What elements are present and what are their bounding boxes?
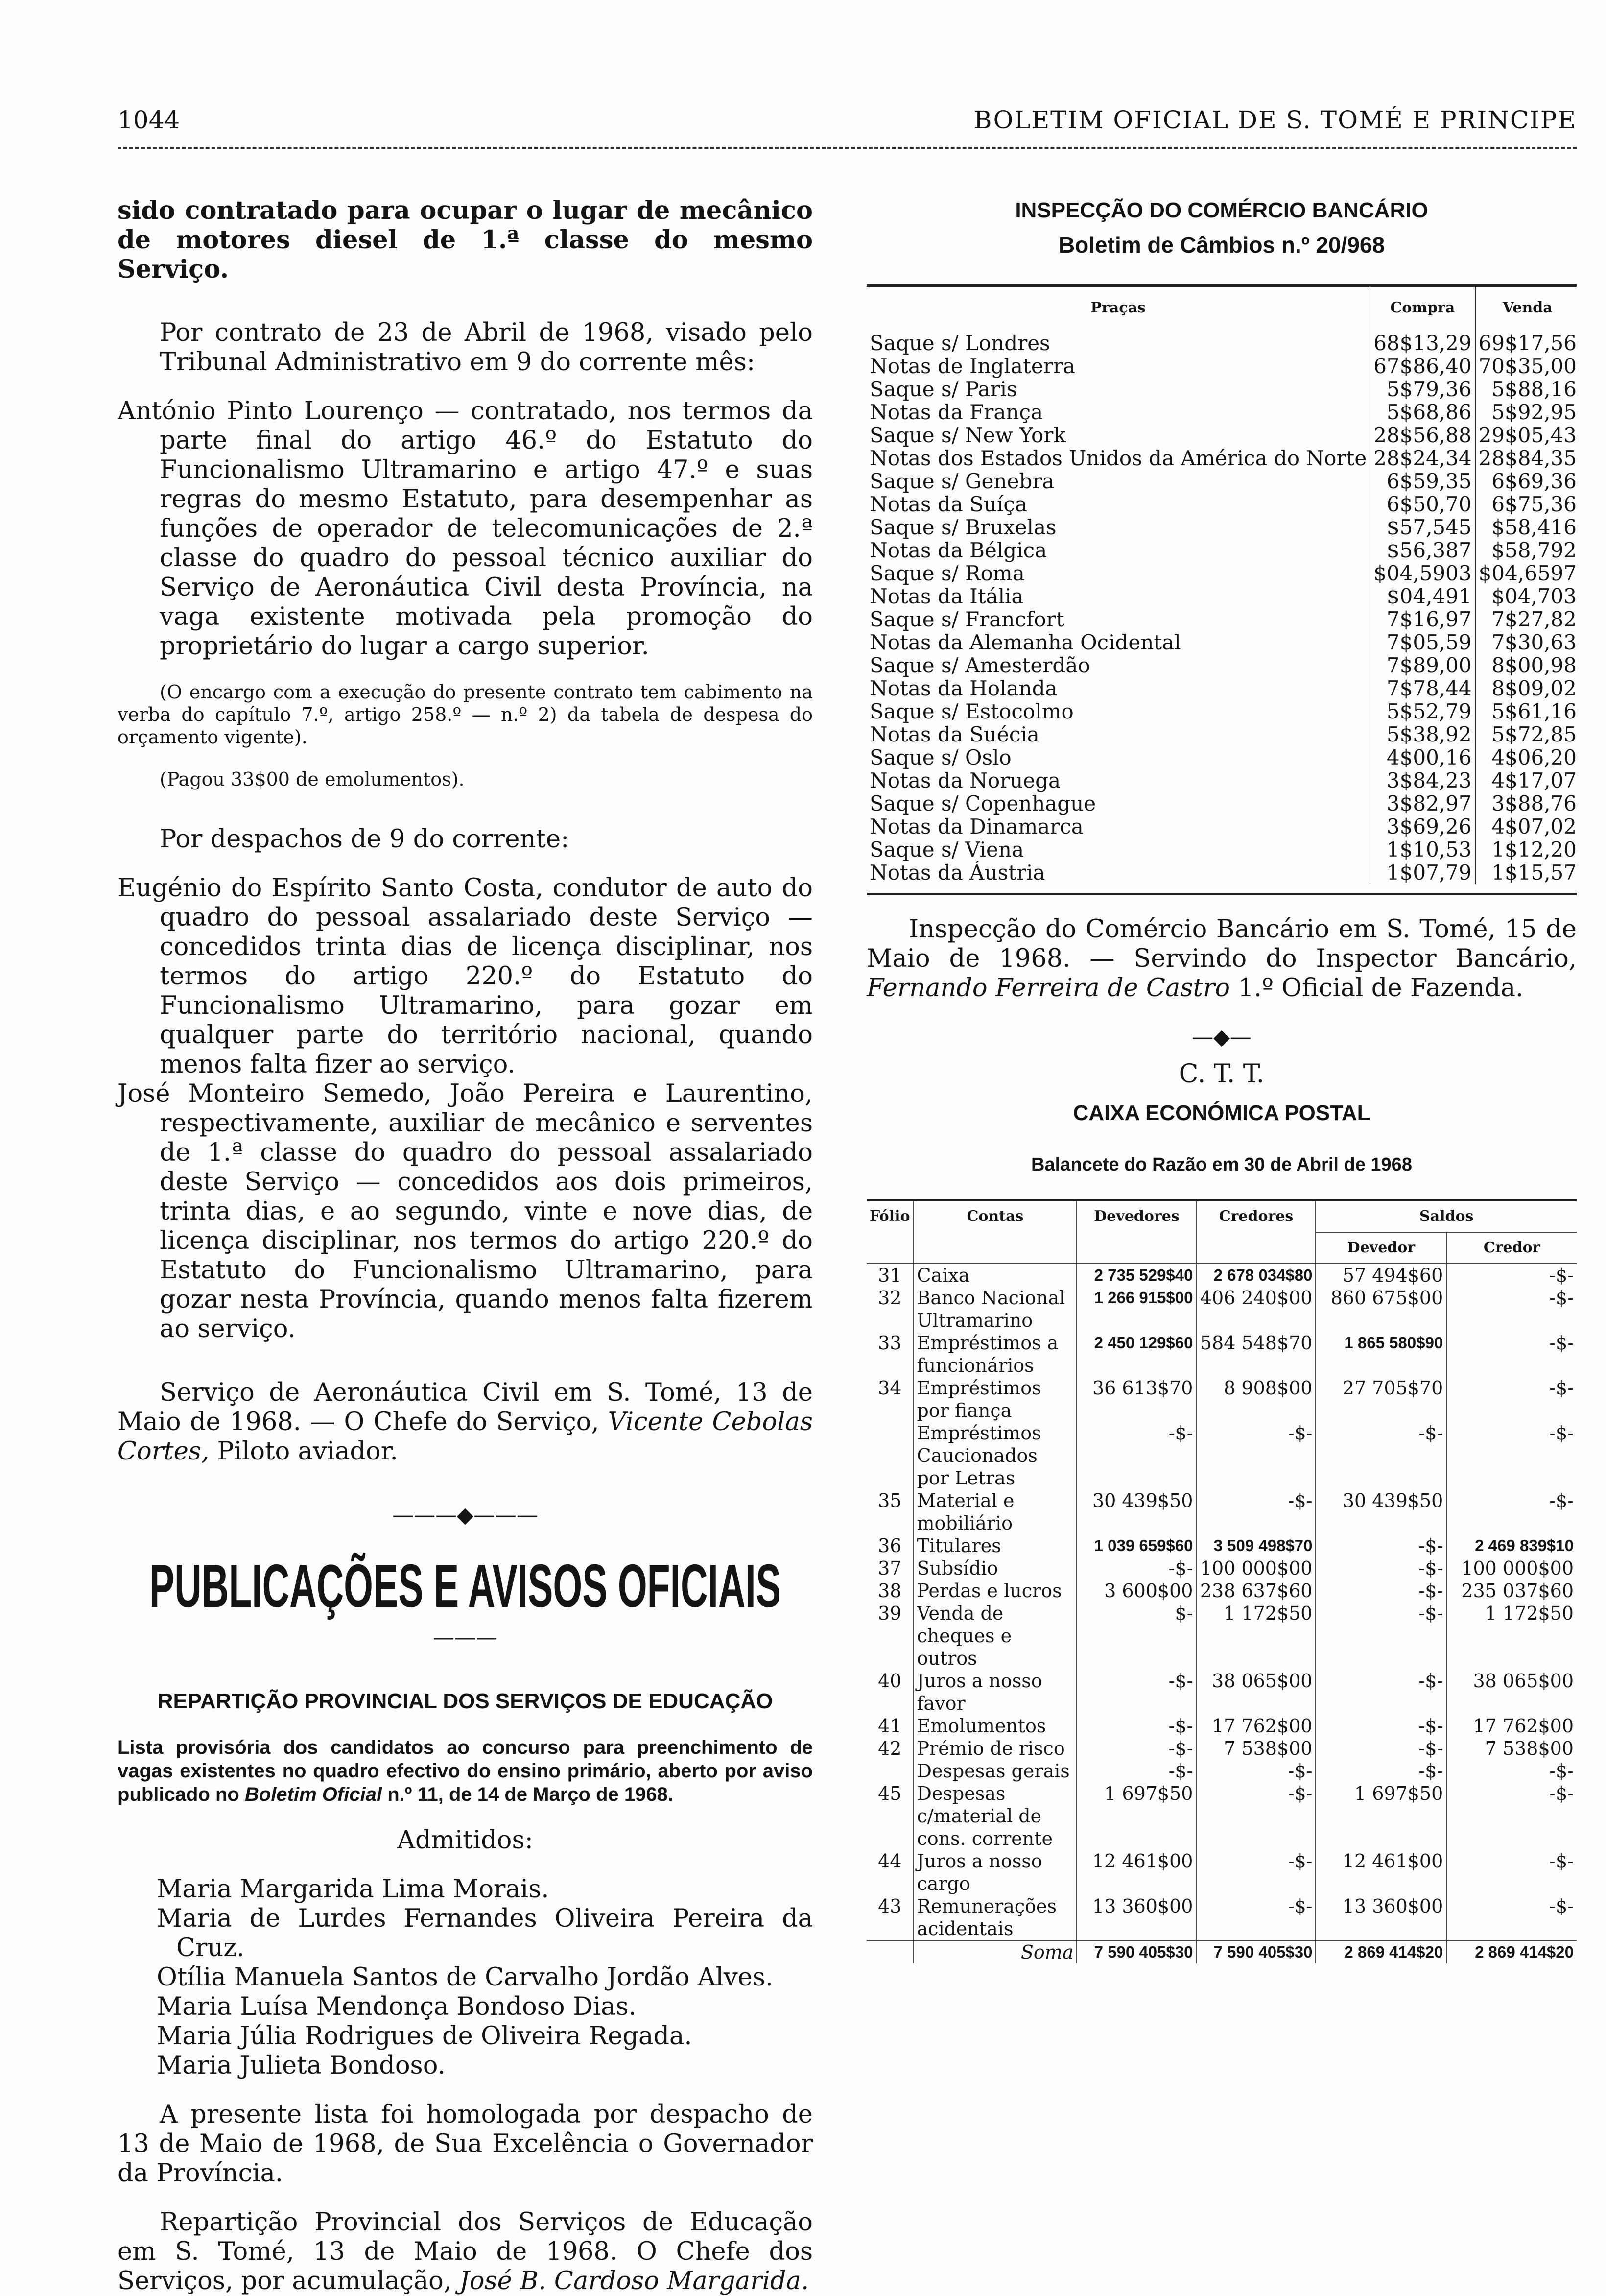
column-header: Saldos (1316, 1201, 1577, 1232)
balance-credit-cell: 235 037$60 (1446, 1579, 1577, 1602)
table-row (867, 1377, 1577, 1422)
credit-cell: 38 065$00 (1196, 1670, 1316, 1715)
column-header: Credores (1196, 1201, 1316, 1264)
table-row (867, 608, 1580, 631)
buy-cell: 68$13,29 (1370, 332, 1475, 355)
table-row (867, 677, 1580, 700)
balance-debit-cell: 13 360$00 (1316, 1895, 1446, 1940)
page-number: 1044 (118, 106, 180, 134)
table-row (867, 654, 1580, 677)
table-row (867, 355, 1580, 378)
sell-cell: 4$06,20 (1475, 746, 1580, 769)
sell-cell: 28$84,35 (1475, 447, 1580, 470)
credit-cell: 3 509 498$70 (1196, 1534, 1316, 1557)
column-header: Contas (913, 1201, 1077, 1264)
debit-cell: 2 450 129$60 (1077, 1332, 1196, 1377)
place-cell: Notas da Holanda (870, 676, 1058, 700)
credit-cell: 584 548$70 (1196, 1332, 1316, 1377)
column-header: Credor (1446, 1232, 1577, 1264)
sell-cell: 5$88,16 (1475, 378, 1580, 401)
place-cell: Notas da Suécia (870, 722, 1039, 746)
total-row (867, 1940, 1577, 1963)
place-cell: Saque s/ Bruxelas (870, 515, 1057, 539)
sell-cell: 5$72,85 (1475, 723, 1580, 746)
debit-cell: 2 735 529$40 (1077, 1264, 1196, 1287)
place-cell: Saque s/ Genebra (870, 469, 1055, 493)
paragraph: António Pinto Lourenço — contratado, nos termos da parte final do artigo 46.º do Estatuto do Funcionalismo Ultramarino e artigo 47.º e suas regras do mesmo Estatuto, para desempenhar as funções de operador de telecomunicações de 2.ª classe do quadro do pessoal técnico auxiliar do Serviço de Aeronáutica Civil desta Província, na vaga existente motivada pela promoção do proprietário do lugar a cargo superior. (118, 397, 813, 661)
total-label: Soma (913, 1940, 1077, 1963)
column-header: Devedores (1077, 1201, 1196, 1264)
paragraph: Por contrato de 23 de Abril de 1968, visado pelo Tribunal Administrativo em 9 do corrente mês: (160, 318, 813, 377)
balance-credit-cell: -$- (1446, 1287, 1577, 1332)
credit-cell: -$- (1196, 1489, 1316, 1534)
buy-cell: 3$82,97 (1370, 792, 1475, 815)
debit-cell: -$- (1077, 1422, 1196, 1489)
account-cell: Material e mobiliário (913, 1489, 1077, 1534)
folio-cell: 32 (878, 1287, 902, 1309)
place-cell: Notas da Dinamarca (870, 814, 1084, 838)
table-row (867, 1332, 1577, 1377)
separator: —◆— (1192, 1025, 1252, 1050)
buy-cell: 5$68,86 (1370, 401, 1475, 424)
credit-cell: -$- (1196, 1782, 1316, 1850)
account-cell: Subsídio (913, 1557, 1077, 1579)
place-cell: Saque s/ Amesterdão (870, 653, 1090, 677)
debit-cell: 12 461$00 (1077, 1850, 1196, 1895)
balance-debit-cell: 1 697$50 (1316, 1782, 1446, 1850)
table-row (867, 1670, 1577, 1715)
sell-cell: 5$92,95 (1475, 401, 1580, 424)
buy-cell: 6$50,70 (1370, 493, 1475, 516)
balance-credit-cell: -$- (1446, 1760, 1577, 1782)
place-cell: Notas da Áustria (870, 861, 1045, 885)
balance-debit-cell: 1 865 580$90 (1316, 1332, 1446, 1377)
page-header (118, 106, 1577, 135)
table-row (867, 585, 1580, 608)
table-row (867, 447, 1580, 470)
buy-cell: 1$10,53 (1370, 838, 1475, 861)
table-row (867, 1782, 1577, 1850)
column-header: Devedor (1316, 1232, 1446, 1264)
account-cell: Empréstimos Caucionados por Letras (913, 1422, 1077, 1489)
account-cell: Empréstimos por fiança (913, 1377, 1077, 1422)
account-cell: Caixa (913, 1264, 1077, 1287)
signature-paragraph: Repartição Provincial dos Serviços de Educação em S. Tomé, 13 de Maio de 1968. O Chefe dos Serviços, por acumulação, José B. Cardoso Margarida. (118, 2208, 813, 2296)
buy-cell: $04,5903 (1370, 562, 1475, 585)
list-description: Lista provisória dos candidatos ao concurso para preenchimento de vagas existentes no quadro efectivo do ensino primário, aberto por aviso publicado no Boletim Oficial n.º 11, de 14 de Março de 1968. (118, 1737, 813, 1805)
table-row (867, 1737, 1577, 1760)
balance-debit-cell: -$- (1316, 1602, 1446, 1670)
list-item: Maria Luísa Mendonça Bondoso Dias. (157, 1992, 637, 2021)
account-cell: Venda de cheques e outros (913, 1602, 1077, 1670)
table-row (867, 1579, 1577, 1602)
place-cell: Saque s/ Viena (870, 837, 1024, 861)
paragraph: José Monteiro Semedo, João Pereira e Laurentino, respectivamente, auxiliar de mecânico e serventes de 1.ª classe do quadro do pessoal assalariado deste Serviço — concedidos aos dois primeiros, trinta dias, e ao segundo, vinte e nove dias, de licença disciplinar, nos termos do artigo 220.º do Estatuto do Funcionalismo Ultramarino, para gozar nesta Província, quando menos falta fizerem ao serviço. (118, 1079, 813, 1343)
folio-cell: 40 (878, 1670, 902, 1692)
table-row (867, 1287, 1577, 1332)
sell-cell: 7$27,82 (1475, 608, 1580, 631)
account-cell: Banco Nacional Ultramarino (913, 1287, 1077, 1332)
table-row (867, 401, 1580, 424)
buy-cell: 5$79,36 (1370, 378, 1475, 401)
note: (O encargo com a execução do presente contrato tem cabimento na verba do capítulo 7.º, artigo 258.º — n.º 2) da tabela de despesa do orçamento vigente). (118, 681, 813, 748)
sell-cell: 5$61,16 (1475, 700, 1580, 723)
buy-cell: 7$05,59 (1370, 631, 1475, 654)
right-column (867, 196, 1577, 1963)
buy-cell: 3$69,26 (1370, 815, 1475, 838)
place-cell: Notas da Bélgica (870, 538, 1047, 562)
table-row (867, 1895, 1577, 1940)
paragraph: Por despachos de 9 do corrente: (160, 825, 569, 854)
buy-cell: 3$84,23 (1370, 769, 1475, 792)
buy-cell: 7$16,97 (1370, 608, 1475, 631)
buy-cell: 6$59,35 (1370, 470, 1475, 493)
separator: ——— (433, 1625, 497, 1650)
balance-credit-cell: -$- (1446, 1850, 1577, 1895)
debit-cell: -$- (1077, 1670, 1196, 1715)
buy-cell: 4$00,16 (1370, 746, 1475, 769)
admitted-label: Admitidos: (397, 1826, 533, 1855)
balance-credit-cell: 100 000$00 (1446, 1557, 1577, 1579)
total-cell: 7 590 405$30 (1196, 1940, 1316, 1963)
balance-credit-cell: -$- (1446, 1264, 1577, 1287)
balance-credit-cell: 17 762$00 (1446, 1715, 1577, 1737)
table-row (867, 1850, 1577, 1895)
buy-cell: 5$38,92 (1370, 723, 1475, 746)
account-cell: Despesas gerais (913, 1760, 1077, 1782)
header-rule (118, 147, 1577, 149)
balance-credit-cell: -$- (1446, 1895, 1577, 1940)
sell-cell: 69$17,56 (1475, 332, 1580, 355)
department-heading: REPARTIÇÃO PROVINCIAL DOS SERVIÇOS DE EDUCAÇÃO (157, 1689, 773, 1713)
left-column (118, 196, 813, 2296)
total-cell: 2 869 414$20 (1316, 1940, 1446, 1963)
table-row (867, 332, 1580, 355)
folio-cell: 38 (878, 1580, 902, 1602)
folio-cell: 34 (878, 1377, 902, 1399)
table-row (867, 1602, 1577, 1670)
debit-cell: 30 439$50 (1077, 1489, 1196, 1534)
paragraph: A presente lista foi homologada por despacho de 13 de Maio de 1968, de Sua Excelência o Governador da Província. (118, 2100, 813, 2188)
table-row (867, 1557, 1577, 1579)
balance-credit-cell: 7 538$00 (1446, 1737, 1577, 1760)
buy-cell: $57,545 (1370, 516, 1475, 539)
buy-cell: $56,387 (1370, 539, 1475, 562)
folio-cell: 39 (878, 1602, 902, 1624)
place-cell: Saque s/ New York (870, 423, 1066, 447)
debit-cell: 3 600$00 (1077, 1579, 1196, 1602)
table-row (867, 470, 1580, 493)
place-cell: Notas da Suíça (870, 492, 1027, 516)
debit-cell: 13 360$00 (1077, 1895, 1196, 1940)
note: (Pagou 33$00 de emolumentos). (160, 768, 465, 790)
buy-cell: 1$07,79 (1370, 861, 1475, 884)
folio-cell: 45 (878, 1783, 902, 1804)
table-row (867, 1422, 1577, 1489)
buy-cell: 7$78,44 (1370, 677, 1475, 700)
ctt-heading: C. T. T. (1179, 1059, 1265, 1089)
table-row (867, 769, 1580, 792)
balance-credit-cell: -$- (1446, 1377, 1577, 1422)
balance-credit-cell: -$- (1446, 1782, 1577, 1850)
balance-debit-cell: -$- (1316, 1737, 1446, 1760)
column-header: Fólio (867, 1201, 913, 1264)
table-row (867, 746, 1580, 769)
table-row (867, 562, 1580, 585)
account-cell: Despesas c/material de cons. corrente (913, 1782, 1077, 1850)
account-cell: Empréstimos a funcionários (913, 1332, 1077, 1377)
debit-cell: 1 266 915$00 (1077, 1287, 1196, 1332)
buy-cell: 67$86,40 (1370, 355, 1475, 378)
balance-credit-cell: -$- (1446, 1332, 1577, 1377)
debit-cell: -$- (1077, 1557, 1196, 1579)
credit-cell: 7 538$00 (1196, 1737, 1316, 1760)
balance-debit-cell: 12 461$00 (1316, 1850, 1446, 1895)
sell-cell: 1$12,20 (1475, 838, 1580, 861)
place-cell: Notas da Alemanha Ocidental (870, 630, 1181, 654)
credit-cell: 238 637$60 (1196, 1579, 1316, 1602)
folio-cell: 41 (878, 1715, 902, 1737)
place-cell: Saque s/ Roma (870, 561, 1025, 585)
buy-cell: 5$52,79 (1370, 700, 1475, 723)
inspection-title: INSPECÇÃO DO COMÉRCIO BANCÁRIO (1015, 198, 1428, 222)
paragraph: Eugénio do Espírito Santo Costa, condutor de auto do quadro do pessoal assalariado deste Serviço — concedidos trinta dias de licença disciplinar, nos termos do artigo 220.º do Estatuto do Funcionalismo Ultramarino, para gozar em qualquer parte do território nacional, quando menos falta fizer ao serviço. (118, 874, 813, 1079)
table-row (867, 539, 1580, 562)
table-row (867, 1489, 1577, 1534)
sell-cell: 3$88,76 (1475, 792, 1580, 815)
signature-paragraph: Serviço de Aeronáutica Civil em S. Tomé, 13 de Maio de 1968. — O Chefe do Serviço, Vicente Cebolas Cortes, Piloto aviador. (118, 1378, 813, 1466)
sell-cell: $58,416 (1475, 516, 1580, 539)
bulletin-title: Boletim de Câmbios n.º 20/968 (1058, 232, 1385, 258)
table-row (867, 1760, 1577, 1782)
journal-title: BOLETIM OFICIAL DE S. TOMÉ E PRINCIPE (973, 106, 1577, 134)
total-cell: 2 869 414$20 (1446, 1940, 1577, 1963)
separator: ———◆——— (392, 1503, 538, 1528)
sell-cell: 6$75,36 (1475, 493, 1580, 516)
account-cell: Juros a nosso favor (913, 1670, 1077, 1715)
debit-cell: 1 697$50 (1077, 1782, 1196, 1850)
place-cell: Notas dos Estados Unidos da América do Norte (870, 446, 1367, 470)
account-cell: Perdas e lucros (913, 1579, 1077, 1602)
folio-cell: 42 (878, 1738, 902, 1759)
place-cell: Notas da França (870, 400, 1043, 424)
folio-cell: 44 (878, 1850, 902, 1872)
table-row (867, 861, 1580, 884)
balance-credit-cell: -$- (1446, 1422, 1577, 1489)
balance-debit-cell: -$- (1316, 1579, 1446, 1602)
credit-cell: -$- (1196, 1850, 1316, 1895)
table-row (867, 516, 1580, 539)
list-item: Maria Margarida Lima Morais. (157, 1875, 549, 1904)
balance-debit-cell: -$- (1316, 1760, 1446, 1782)
paragraph: sido contratado para ocupar o lugar de mecânico de motores diesel de 1.ª classe do mesmo Serviço. (118, 196, 813, 284)
credit-cell: -$- (1196, 1422, 1316, 1489)
buy-cell: 28$24,34 (1370, 447, 1475, 470)
balance-debit-cell: -$- (1316, 1422, 1446, 1489)
sell-cell: $04,703 (1475, 585, 1580, 608)
sell-cell: 70$35,00 (1475, 355, 1580, 378)
folio-cell: 37 (878, 1557, 902, 1579)
balance-debit-cell: -$- (1316, 1534, 1446, 1557)
candidate-list (118, 1875, 813, 2081)
table-row (867, 424, 1580, 447)
balance-debit-cell: 27 705$70 (1316, 1377, 1446, 1422)
credit-cell: 100 000$00 (1196, 1557, 1316, 1579)
credit-cell: 406 240$00 (1196, 1287, 1316, 1332)
column-header: Praças (1090, 299, 1146, 316)
sell-cell: $04,6597 (1475, 562, 1580, 585)
credit-cell: 8 908$00 (1196, 1377, 1316, 1422)
sell-cell: 4$17,07 (1475, 769, 1580, 792)
debit-cell: -$- (1077, 1715, 1196, 1737)
sell-cell: 29$05,43 (1475, 424, 1580, 447)
table-row (867, 838, 1580, 861)
balance-credit-cell: 2 469 839$10 (1446, 1534, 1577, 1557)
sell-cell: 7$30,63 (1475, 631, 1580, 654)
folio-cell: 35 (878, 1490, 902, 1511)
balance-debit-cell: 30 439$50 (1316, 1489, 1446, 1534)
debit-cell: 1 039 659$60 (1077, 1534, 1196, 1557)
debit-cell: -$- (1077, 1737, 1196, 1760)
balance-credit-cell: 38 065$00 (1446, 1670, 1577, 1715)
column-header: Venda (1475, 287, 1580, 332)
folio-cell: 31 (878, 1265, 902, 1286)
table-row (867, 1534, 1577, 1557)
sell-cell: 1$15,57 (1475, 861, 1580, 884)
list-item: Maria de Lurdes Fernandes Oliveira Pereira da Cruz. (157, 1904, 813, 1962)
table-row (867, 493, 1580, 516)
signature-paragraph: Inspecção do Comércio Bancário em S. Tomé, 15 de Maio de 1968. — Servindo do Inspector Bancário, Fernando Ferreira de Castro 1.º Oficial de Fazenda. (867, 915, 1577, 1003)
list-item: Maria Julieta Bondoso. (157, 2051, 446, 2080)
table-row (867, 631, 1580, 654)
table-row (867, 378, 1580, 401)
balance-credit-cell: -$- (1446, 1489, 1577, 1534)
credit-cell: 1 172$50 (1196, 1602, 1316, 1670)
folio-cell (867, 1760, 913, 1782)
balance-table (867, 1201, 1577, 1963)
buy-cell: 28$56,88 (1370, 424, 1475, 447)
buy-cell: 7$89,00 (1370, 654, 1475, 677)
place-cell: Saque s/ Copenhague (870, 791, 1096, 815)
folio-cell (867, 1422, 913, 1489)
account-cell: Titulares (913, 1534, 1077, 1557)
folio-cell: 36 (878, 1535, 902, 1556)
place-cell: Notas da Itália (870, 584, 1024, 608)
sell-cell: 6$69,36 (1475, 470, 1580, 493)
account-cell: Remunerações acidentais (913, 1895, 1077, 1940)
credit-cell: 17 762$00 (1196, 1715, 1316, 1737)
total-cell: 7 590 405$30 (1077, 1940, 1196, 1963)
sell-cell: 8$09,02 (1475, 677, 1580, 700)
place-cell: Saque s/ Francfort (870, 607, 1064, 631)
balance-debit-cell: 860 675$00 (1316, 1287, 1446, 1332)
credit-cell: -$- (1196, 1760, 1316, 1782)
place-cell: Notas da Noruega (870, 768, 1061, 792)
account-cell: Juros a nosso cargo (913, 1850, 1077, 1895)
account-cell: Prémio de risco (913, 1737, 1077, 1760)
sell-cell: 4$07,02 (1475, 815, 1580, 838)
credit-cell: 2 678 034$80 (1196, 1264, 1316, 1287)
section-heading: PUBLICAÇÕES E AVISOS OFICIAIS (149, 1553, 781, 1620)
place-cell: Saque s/ Paris (870, 377, 1017, 401)
folio-cell: 43 (878, 1895, 902, 1917)
balance-debit-cell: -$- (1316, 1670, 1446, 1715)
balance-credit-cell: 1 172$50 (1446, 1602, 1577, 1670)
balance-debit-cell: -$- (1316, 1715, 1446, 1737)
balance-debit-cell: 57 494$60 (1316, 1264, 1446, 1287)
place-cell: Notas de Inglaterra (870, 354, 1075, 378)
balance-debit-cell: -$- (1316, 1557, 1446, 1579)
folio-cell: 33 (878, 1332, 902, 1354)
list-item: Maria Júlia Rodrigues de Oliveira Regada. (157, 2022, 692, 2051)
table-row (867, 723, 1580, 746)
sell-cell: $58,792 (1475, 539, 1580, 562)
account-cell: Emolumentos (913, 1715, 1077, 1737)
debit-cell: 36 613$70 (1077, 1377, 1196, 1422)
sell-cell: 8$00,98 (1475, 654, 1580, 677)
column-header: Compra (1370, 287, 1475, 332)
table-row (867, 700, 1580, 723)
place-cell: Saque s/ Estocolmo (870, 699, 1074, 723)
table-row (867, 792, 1580, 815)
table-row (867, 1264, 1577, 1287)
credit-cell: -$- (1196, 1895, 1316, 1940)
list-item: Otília Manuela Santos de Carvalho Jordão Alves. (157, 1963, 774, 1992)
table-row (867, 815, 1580, 838)
balance-title: Balancete do Razão em 30 de Abril de 1968 (1031, 1154, 1412, 1175)
debit-cell: -$- (1077, 1760, 1196, 1782)
place-cell: Saque s/ Oslo (870, 745, 1012, 769)
caixa-heading: CAIXA ECONÓMICA POSTAL (1073, 1101, 1370, 1125)
table-row (867, 1715, 1577, 1737)
buy-cell: $04,491 (1370, 585, 1475, 608)
debit-cell: $- (1077, 1602, 1196, 1670)
exchange-table (867, 287, 1580, 884)
place-cell: Saque s/ Londres (870, 331, 1050, 355)
